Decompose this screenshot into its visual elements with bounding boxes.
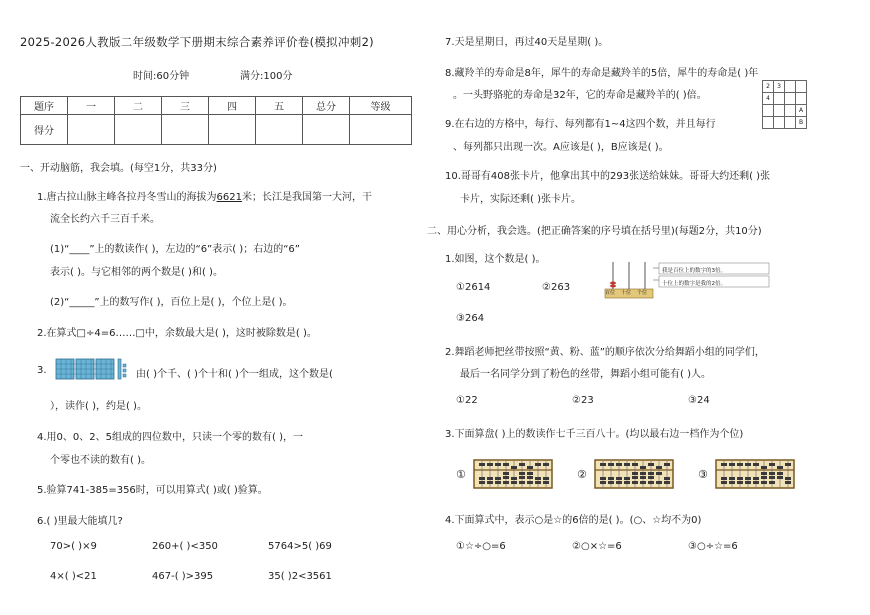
q1-line1-post: 米；长江是我国第一大河，干 xyxy=(242,192,372,203)
s2-q4-option[interactable]: ②○×☆=6 xyxy=(572,541,622,552)
q1-sub2: (2)“_____”上的数写作( )，百位上是( )，个位上是( )。 xyxy=(50,297,293,308)
s2-q2-line2: 最后一名同学分到了粉色的丝带，舞蹈小组可能有( )人。 xyxy=(460,369,711,380)
place-label-tens: 十位 xyxy=(621,290,632,296)
q9-line2: 、每列都只出现一次。A应该是( )，B应该是( )。 xyxy=(453,142,669,153)
grid-cell xyxy=(763,105,774,117)
score-table xyxy=(20,96,412,145)
q1-sub1-line1: (1)“____”上的数读作( )，左边的“6”表示( )；右边的“6” xyxy=(50,244,300,255)
s2-q2-line1: 2.舞蹈老师把丝带按照“黄、粉、蓝”的顺序依次分给舞蹈小组的同学们， xyxy=(445,347,765,358)
place-label-ones: 个位 xyxy=(637,290,648,296)
score-cell[interactable] xyxy=(209,115,256,145)
page-title: 2025-2026人教版二年级数学下册期末综合素养评价卷(模拟冲刺2) xyxy=(20,35,374,49)
grid-cell xyxy=(796,93,807,105)
score-cell[interactable] xyxy=(256,115,303,145)
q6-item: 467-( )>395 xyxy=(152,571,214,582)
score-header-cell: 等级 xyxy=(350,97,412,115)
s2-q2-option[interactable]: ①22 xyxy=(456,395,478,406)
q9-line1: 9.在右边的方格中，每行、每列都有1~4这四个数，并且每行 xyxy=(445,119,716,130)
q10-line1: 10.哥哥有408张卡片，他拿出其中的293张送给妹妹。哥哥大约还剩( )张 xyxy=(445,171,771,182)
q3-line2: ），读作( )，约是( )。 xyxy=(50,401,147,412)
q6-item: 35( )2<3561 xyxy=(268,571,332,582)
q10-line2: 卡片，实际还剩( )张卡片。 xyxy=(460,194,581,205)
q1-line1-pre: 1.唐古拉山脉主峰各拉丹冬雪山的海拔为 xyxy=(37,192,217,203)
grid-cell xyxy=(774,117,785,129)
score-cell[interactable] xyxy=(303,115,350,145)
s2-q1-option[interactable]: ③264 xyxy=(456,313,485,324)
q1-line2: 流全长约六千三百千米。 xyxy=(50,214,160,225)
q4-line2: 个零也不读的数有( )。 xyxy=(50,455,151,466)
q6-item: 4×( )<21 xyxy=(50,571,97,582)
q1-line1 xyxy=(37,188,372,203)
grid-cell xyxy=(785,105,796,117)
grid-cell xyxy=(785,93,796,105)
q1-sub1-line2: 表示( )。与它相邻的两个数是( )和( )。 xyxy=(50,267,223,278)
grid-cell: B xyxy=(796,117,807,129)
grid-cell: 4 xyxy=(763,93,774,105)
q3-line1: 由( )个千、( )个十和( )个一组成，这个数是( xyxy=(136,369,333,380)
exam-time: 时间:60分钟 xyxy=(133,71,190,82)
full-score: 满分:100分 xyxy=(240,71,293,82)
s2-q3-stem: 3.下面算盘( )上的数读作七千三百八十。(均以最右边一档作为个位) xyxy=(445,429,744,440)
score-table-score-row xyxy=(21,115,412,145)
q6-item: 260+( )<350 xyxy=(152,541,218,552)
s2-q2-option[interactable]: ②23 xyxy=(572,395,594,406)
q7: 7.天是星期日，再过40天是星期( )。 xyxy=(445,37,609,48)
score-header-cell: 总分 xyxy=(303,97,350,115)
place-label-hundreds: 百位 xyxy=(605,290,616,296)
s2-q1-stem: 1.如图，这个数是( )。 xyxy=(445,254,546,265)
q6-stem: 6.( )里最大能填几? xyxy=(37,516,123,527)
s2-q4-stem: 4.下面算式中，表示○是☆的6倍的是( )。(○、☆均不为0) xyxy=(445,515,702,526)
s2-q4-option[interactable]: ③○÷☆=6 xyxy=(688,541,738,552)
grid-cell xyxy=(785,117,796,129)
abacus-icon xyxy=(715,459,795,489)
score-cell[interactable] xyxy=(115,115,162,145)
s2-q1-option[interactable]: ①2614 xyxy=(456,282,491,293)
base-ten-blocks-icon xyxy=(55,356,133,382)
score-header-cell: 二 xyxy=(115,97,162,115)
score-header-cell: 五 xyxy=(256,97,303,115)
section1-heading: 一、开动脑筋，我会填。(每空1分，共33分) xyxy=(20,163,217,174)
score-header-cell: 一 xyxy=(68,97,115,115)
s2-q4-option[interactable]: ①☆÷○=6 xyxy=(456,541,506,552)
speech-note-2: 十位上的数字是我的2倍。 xyxy=(662,281,727,287)
score-header-cell: 题序 xyxy=(21,97,68,115)
grid-cell xyxy=(785,81,796,93)
grid-cell: 3 xyxy=(774,81,785,93)
score-header-cell: 四 xyxy=(209,97,256,115)
q3-number: 3. xyxy=(37,365,47,376)
score-row-label: 得分 xyxy=(21,115,68,145)
score-cell[interactable] xyxy=(350,115,412,145)
grid-cell xyxy=(774,93,785,105)
q2: 2.在算式□÷4=6……□中，余数最大是( )，这时被除数是( )。 xyxy=(37,328,317,339)
q5: 5.验算741-385=356时，可以用算式( )或( )验算。 xyxy=(37,485,268,496)
q1-underlined-number: 6621 xyxy=(216,192,242,203)
s2-q3-option[interactable]: ① xyxy=(456,468,466,481)
s2-q2-option[interactable]: ③24 xyxy=(688,395,710,406)
sudoku-grid xyxy=(762,80,807,129)
abacus-icon xyxy=(473,459,553,489)
score-cell[interactable] xyxy=(162,115,209,145)
grid-cell xyxy=(774,105,785,117)
q8-line1: 8.藏羚羊的寿命是8年，犀牛的寿命是藏羚羊的5倍，犀牛的寿命是( )年 xyxy=(445,68,759,79)
q6-item: 5764>5( )69 xyxy=(268,541,332,552)
grid-cell xyxy=(796,81,807,93)
abacus-icon xyxy=(594,459,674,489)
s2-q1-option[interactable]: ②263 xyxy=(542,282,571,293)
speech-note-1: 我是百位上的数字的3倍。 xyxy=(662,268,727,274)
section2-heading: 二、用心分析，我会选。(把正确答案的序号填在括号里)(每题2分，共10分) xyxy=(427,226,762,237)
q6-item: 70>( )×9 xyxy=(50,541,97,552)
grid-cell xyxy=(763,117,774,129)
grid-cell: 2 xyxy=(763,81,774,93)
q4-line1: 4.用0、0、2、5组成的四位数中，只读一个零的数有( )，一 xyxy=(37,432,303,443)
score-cell[interactable] xyxy=(68,115,115,145)
s2-q3-option[interactable]: ② xyxy=(577,468,587,481)
score-table-header-row xyxy=(21,97,412,115)
q8-line2: 。一头野骆驼的寿命是32年，它的寿命是藏羚羊的( )倍。 xyxy=(453,90,707,101)
s2-q3-option[interactable]: ③ xyxy=(698,468,708,481)
score-header-cell: 三 xyxy=(162,97,209,115)
grid-cell: A xyxy=(796,105,807,117)
